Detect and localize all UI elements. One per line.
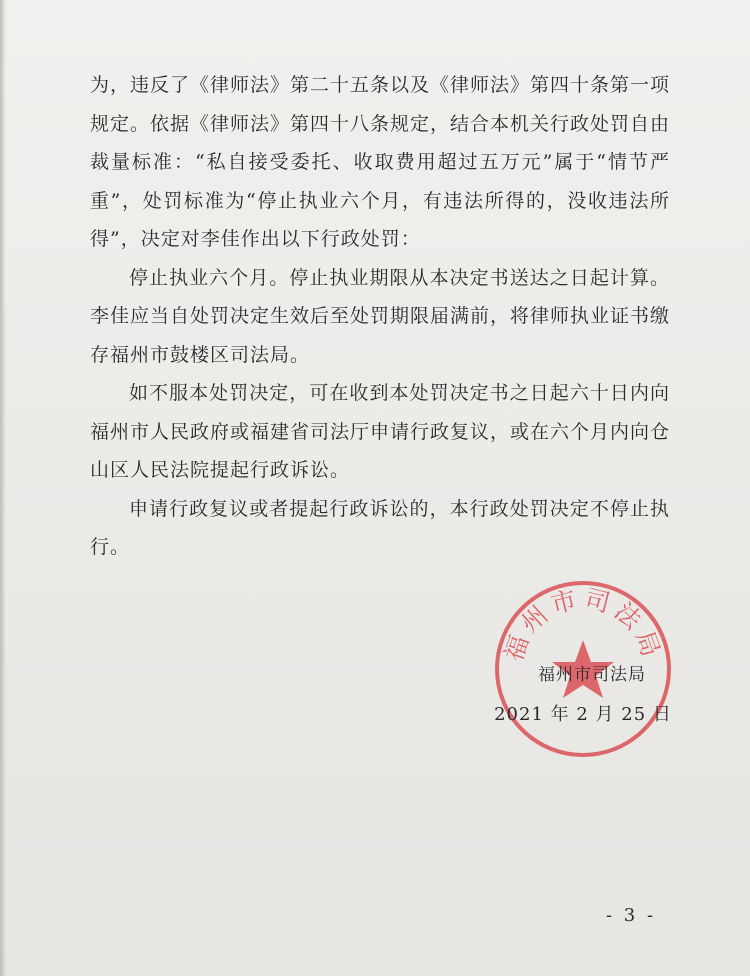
paragraph-penalty-basis: 为，违反了《律师法》第二十五条以及《律师法》第四十条第一项规定。依据《律师法》第四十八条规定，结合本机关行政处罚自由裁量标准：“私自接受委托、收取费用超过五万元”属于“情节严重”，处罚标准为“停止执业六个月，有违法所得的，没收违法所得”，决定对李佳作出以下行政处罚： [90, 74, 671, 250]
paragraph-penalty-content: 停止执业六个月。停止执业期限从本决定书送达之日起计算。李佳应当自处罚决定生效后至处罚期限届满前，将律师执业证书缴存福州市鼓楼区司法局。 [90, 266, 671, 366]
page-edge-shadow [0, 0, 6, 976]
document-body [90, 66, 670, 567]
page-number: - 3 - [606, 905, 657, 926]
issue-date: 2021 年 2 月 25 日 [494, 704, 672, 725]
svg-text:福州市司法局: 福州市司法局 [498, 583, 668, 665]
paragraph-appeal-rights: 如不服本处罚决定，可在收到本处罚决定书之日起六十日内向福州市人民政府或福建省司法厅申请行政复议，或在六个月内向仓山区人民法院提起行政诉讼。 [90, 382, 671, 481]
issuer-name: 福州市司法局 [538, 665, 646, 685]
paragraph-enforcement: 申请行政复议或者提起行政诉讼的，本行政处罚决定不停止执行。 [90, 497, 670, 558]
